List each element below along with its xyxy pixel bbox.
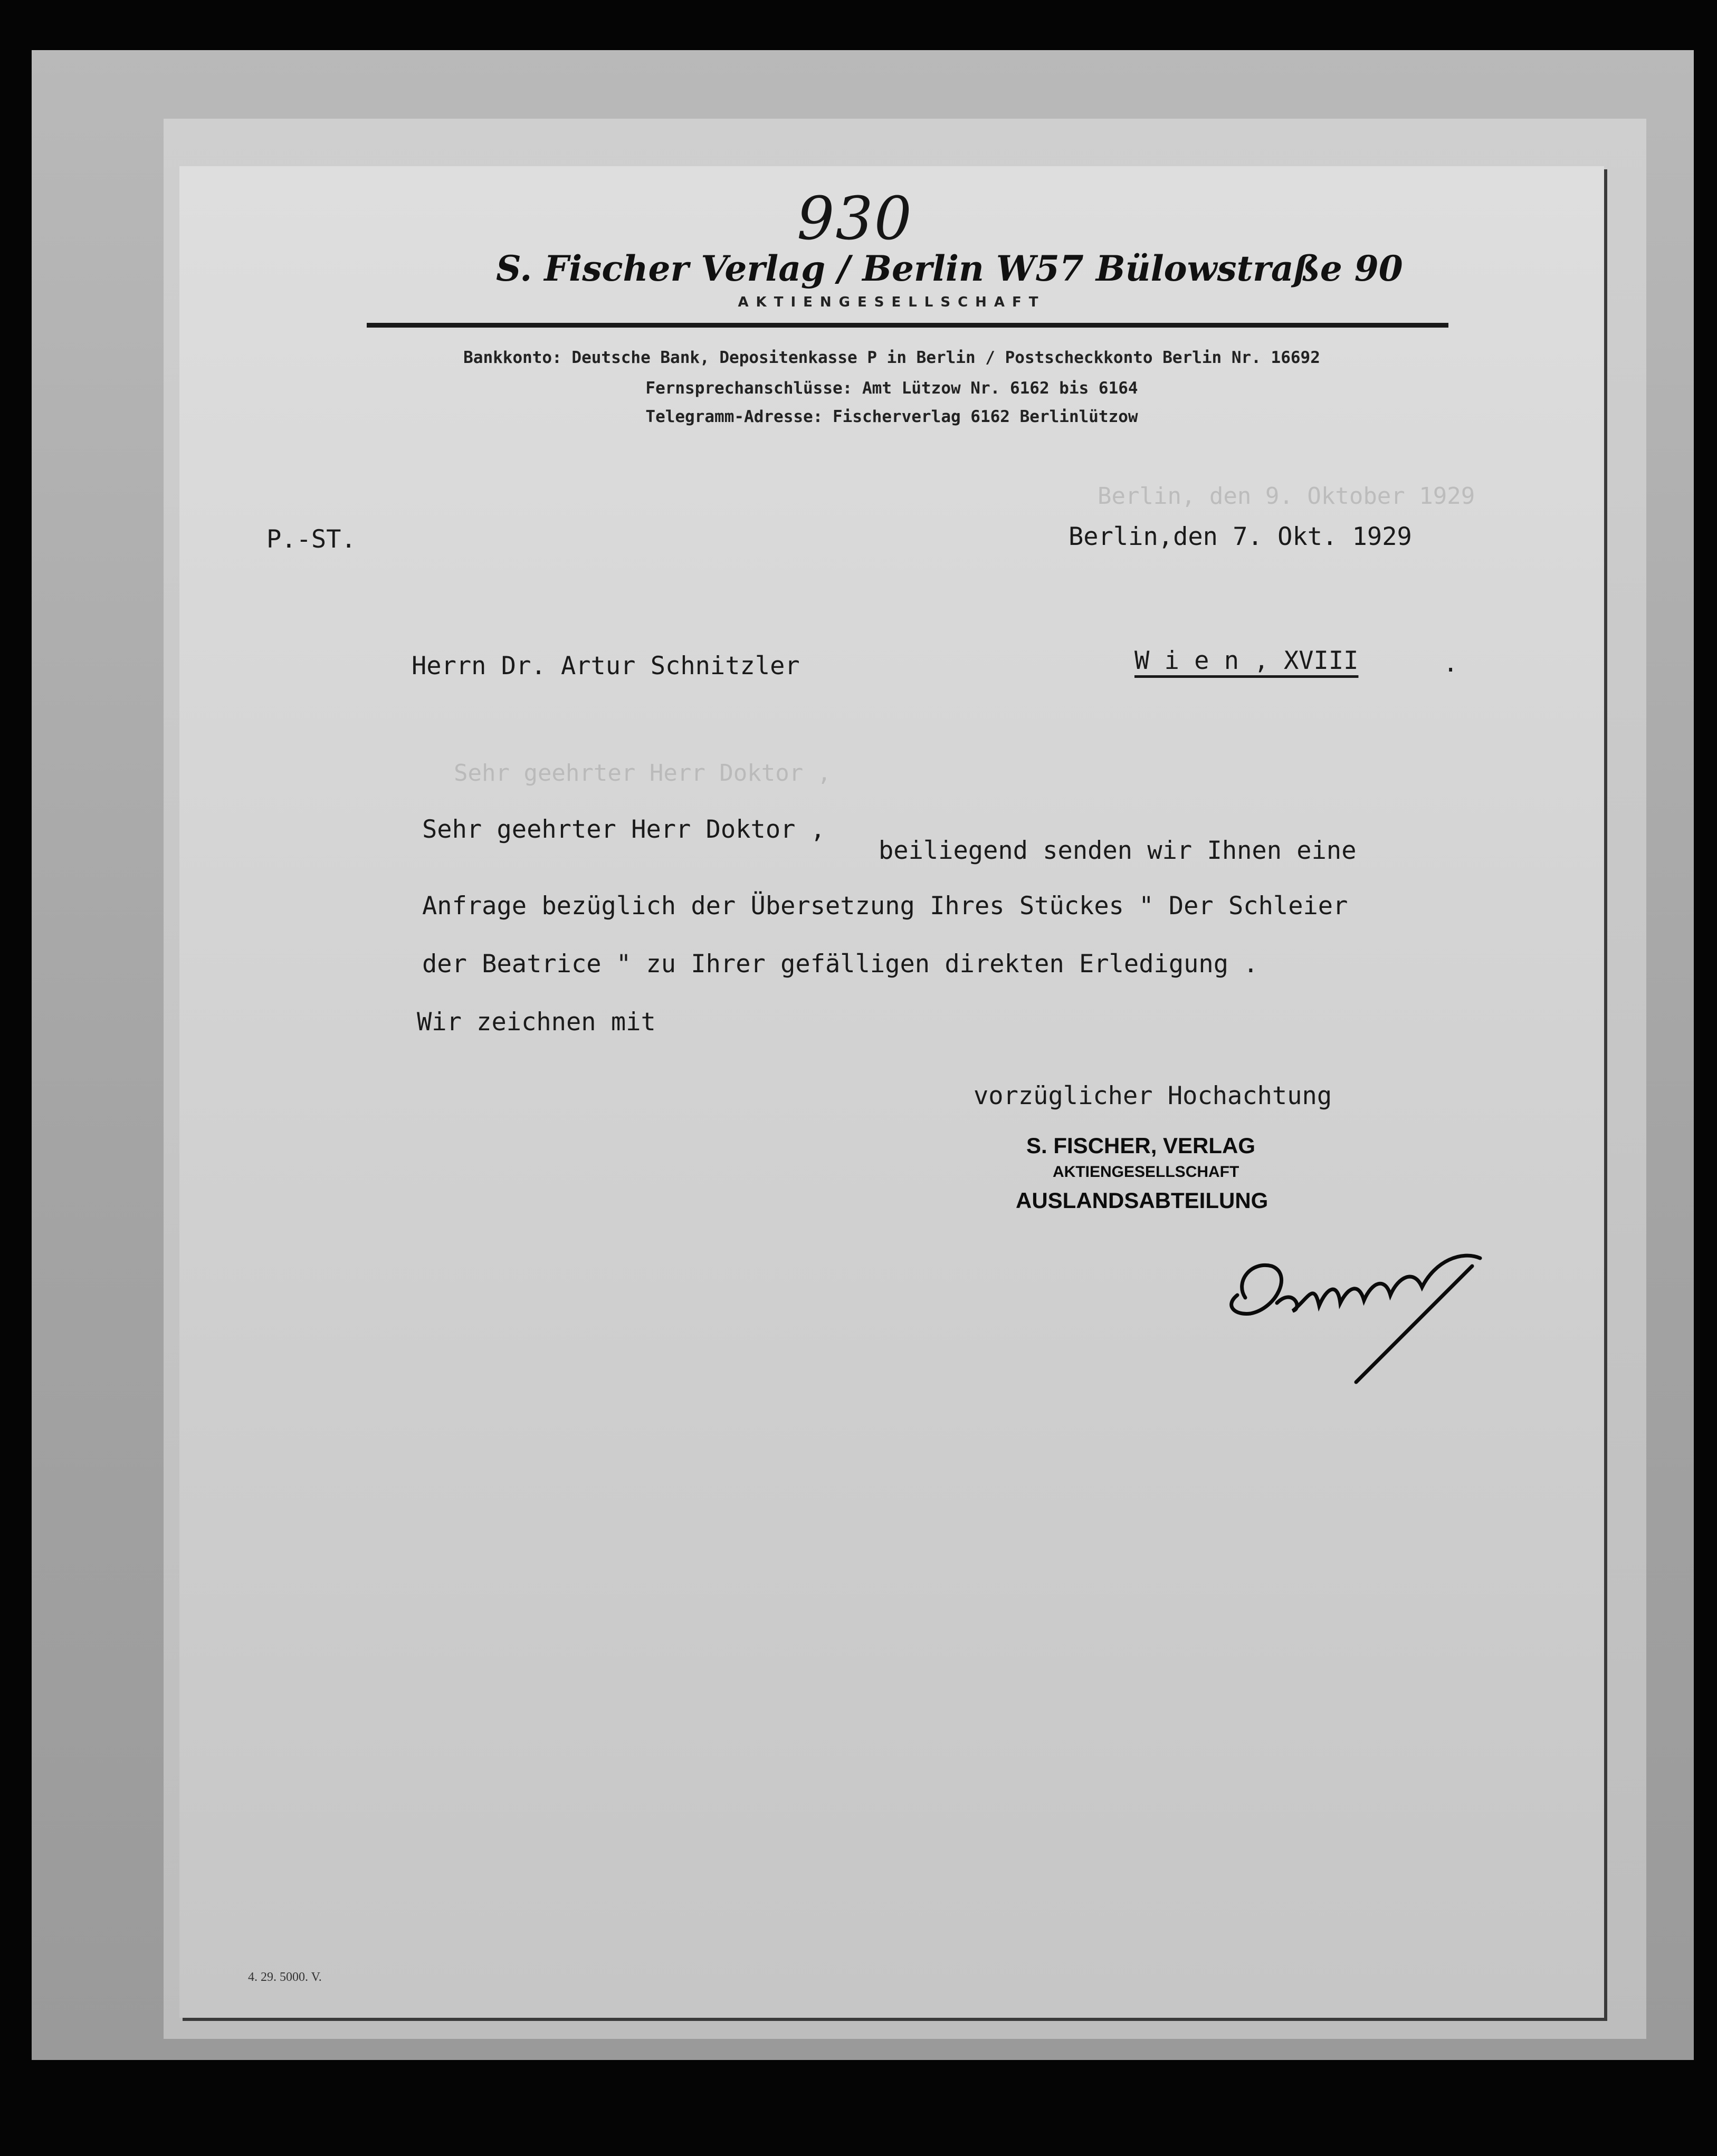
- recipient-name: Herrn Dr. Artur Schnitzler: [412, 651, 800, 681]
- letterhead-telegram-line: Telegramm-Adresse: Fischerverlag 6162 Berlinlützow: [645, 407, 1138, 426]
- archive-file-number: 930: [797, 185, 913, 253]
- letterhead-phone-line: Fernsprechanschlüsse: Amt Lützow Nr. 6162 bis 6164: [645, 379, 1138, 398]
- body-line-3: der Beatrice " zu Ihrer gefälligen direkten Erledigung .: [422, 950, 1258, 979]
- letterhead-title: S. Fischer Verlag / Berlin W57 Bülowstraße 90: [496, 248, 1403, 289]
- body-line-1: beiliegend senden wir Ihnen eine: [879, 836, 1357, 865]
- closing: vorzüglicher Hochachtung: [974, 1081, 1332, 1110]
- stamp-line-1: S. FISCHER, VERLAG: [1026, 1133, 1256, 1158]
- stamp-line-3: AUSLANDSABTEILUNG: [1016, 1188, 1268, 1213]
- place-date: Berlin,den 7. Okt. 1929: [1069, 522, 1412, 551]
- recipient-city: W i e n , XVIII: [1134, 646, 1359, 675]
- reference-code: P.-ST.: [266, 525, 356, 554]
- letterhead-rule: [367, 323, 1448, 328]
- form-code: 4. 29. 5000. V.: [248, 1970, 322, 1984]
- letterhead-bank-line: Bankkonto: Deutsche Bank, Depositenkasse P in Berlin / Postscheckkonto Berlin Nr. 16692: [463, 348, 1320, 367]
- bleedthrough-salutation: Sehr geehrter Herr Doktor ,: [454, 760, 832, 787]
- handwritten-signature: [1214, 1203, 1509, 1393]
- recipient-city-period: .: [1443, 649, 1458, 678]
- bleedthrough-date: Berlin, den 9. Oktober 1929: [1098, 483, 1475, 510]
- body-line-2: Anfrage bezüglich der Übersetzung Ihres Stückes " Der Schleier: [422, 892, 1348, 921]
- stamp-line-2: AKTIENGESELLSCHAFT: [1053, 1163, 1239, 1181]
- body-line-4: Wir zeichnen mit: [417, 1008, 656, 1037]
- letterhead-subtitle: AKTIENGESELLSCHAFT: [738, 294, 1046, 310]
- letter-page: [179, 166, 1604, 2018]
- salutation: Sehr geehrter Herr Doktor ,: [422, 815, 826, 844]
